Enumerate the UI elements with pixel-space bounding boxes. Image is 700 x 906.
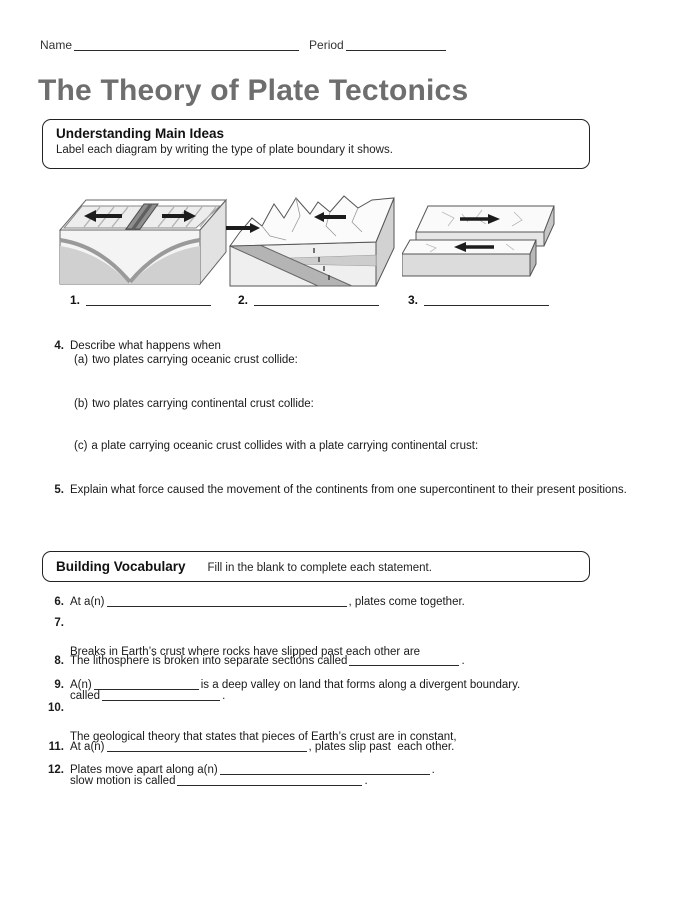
- question-12-number: 12.: [48, 764, 64, 776]
- diagram-2-number: 2.: [238, 293, 249, 307]
- question-6-text: At a(n): [70, 596, 105, 608]
- question-5: [42, 483, 627, 498]
- divergent-boundary-diagram: [56, 196, 232, 292]
- name-period-row: [40, 38, 448, 52]
- section-instructions: Label each diagram by writing the type of plate boundary it shows.: [56, 144, 393, 156]
- transform-boundary-illustration: [402, 202, 564, 290]
- question-4-text: Describe what happens when: [70, 340, 221, 352]
- question-12-blank-line: [220, 763, 430, 775]
- question-4c-text: a plate carrying oceanic crust collides with a plate carrying continental crust:: [91, 440, 479, 452]
- question-4c-label: (c): [74, 440, 88, 452]
- diagram-3-answer: [408, 293, 551, 307]
- question-4c: [74, 440, 478, 452]
- question-6-number: 6.: [54, 596, 64, 608]
- diagram-3-blank-line: [424, 294, 549, 306]
- question-9-blank-line: [94, 678, 199, 690]
- understanding-main-ideas-box: [42, 119, 590, 169]
- question-6: [42, 595, 465, 610]
- convergent-boundary-illustration: [226, 188, 398, 294]
- section-instructions: Fill in the blank to complete each statement.: [207, 562, 432, 574]
- building-vocabulary-box: [42, 551, 590, 582]
- period-blank-line: [346, 39, 446, 51]
- question-11: [42, 740, 454, 755]
- question-4b: [74, 398, 314, 410]
- diagram-1-answer: [70, 293, 213, 307]
- section-heading: Understanding Main Ideas: [56, 126, 225, 141]
- question-8-period: .: [461, 655, 465, 667]
- name-blank-line: [74, 39, 299, 51]
- question-10-period: .: [364, 774, 368, 787]
- question-6-blank-line: [107, 595, 347, 607]
- question-4b-text: two plates carrying continental crust collide:: [92, 398, 314, 410]
- name-label: Name: [40, 38, 73, 52]
- question-9-text: A(n): [70, 679, 92, 691]
- question-4-number: 4.: [54, 340, 64, 352]
- question-8: [42, 654, 465, 669]
- divergent-boundary-illustration: [56, 196, 232, 292]
- question-11-number: 11.: [48, 741, 64, 753]
- diagram-1-number: 1.: [70, 293, 81, 307]
- convergent-boundary-diagram: [226, 188, 398, 294]
- diagram-2-blank-line: [254, 294, 379, 306]
- question-9-text-after: is a deep valley on land that forms along a divergent boundary.: [200, 679, 521, 691]
- question-7-number: 7.: [54, 617, 64, 629]
- question-12-period: .: [431, 764, 435, 776]
- diagram-1-blank-line: [86, 294, 211, 306]
- question-4a: [74, 354, 298, 366]
- question-7-period: .: [222, 689, 226, 702]
- question-6-text-after: , plates come together.: [348, 596, 465, 608]
- page-title: The Theory of Plate Tectonics: [38, 74, 469, 107]
- question-11-blank-line: [107, 740, 307, 752]
- period-label: Period: [309, 38, 344, 52]
- diagram-2-answer: [238, 293, 381, 307]
- question-9-number: 9.: [54, 679, 64, 691]
- question-4b-label: (b): [74, 398, 89, 410]
- question-10-number: 10.: [48, 702, 64, 714]
- question-5-text: Explain what force caused the movement of the continents from one supercontinent to their present positions.: [70, 484, 627, 496]
- question-8-blank-line: [349, 654, 459, 666]
- question-10-text-line2: slow motion is called: [70, 774, 176, 787]
- question-12: [42, 763, 435, 778]
- section-heading: Building Vocabulary: [56, 559, 186, 574]
- question-8-text: The lithosphere is broken into separate sections called: [70, 655, 348, 667]
- question-8-number: 8.: [54, 655, 64, 667]
- transform-boundary-diagram: [402, 202, 564, 290]
- question-7-text: Breaks in Earth’s crust where rocks have slipped past each other are: [70, 646, 421, 658]
- question-11-text: At a(n): [70, 741, 105, 753]
- diagram-3-number: 3.: [408, 293, 419, 307]
- question-7-text-line2: called: [70, 689, 101, 702]
- question-4a-text: two plates carrying oceanic crust collide:: [92, 354, 298, 366]
- question-10-text: The geological theory that states that pieces of Earth’s crust are in constant,: [70, 731, 457, 743]
- question-12-text: Plates move apart along a(n): [70, 764, 218, 776]
- question-10: [42, 701, 457, 817]
- question-5-number: 5.: [54, 484, 64, 496]
- question-9: [42, 678, 520, 693]
- question-4: [42, 339, 221, 354]
- question-4a-label: (a): [74, 354, 89, 366]
- question-11-text-after: , plates slip past each other.: [308, 741, 455, 753]
